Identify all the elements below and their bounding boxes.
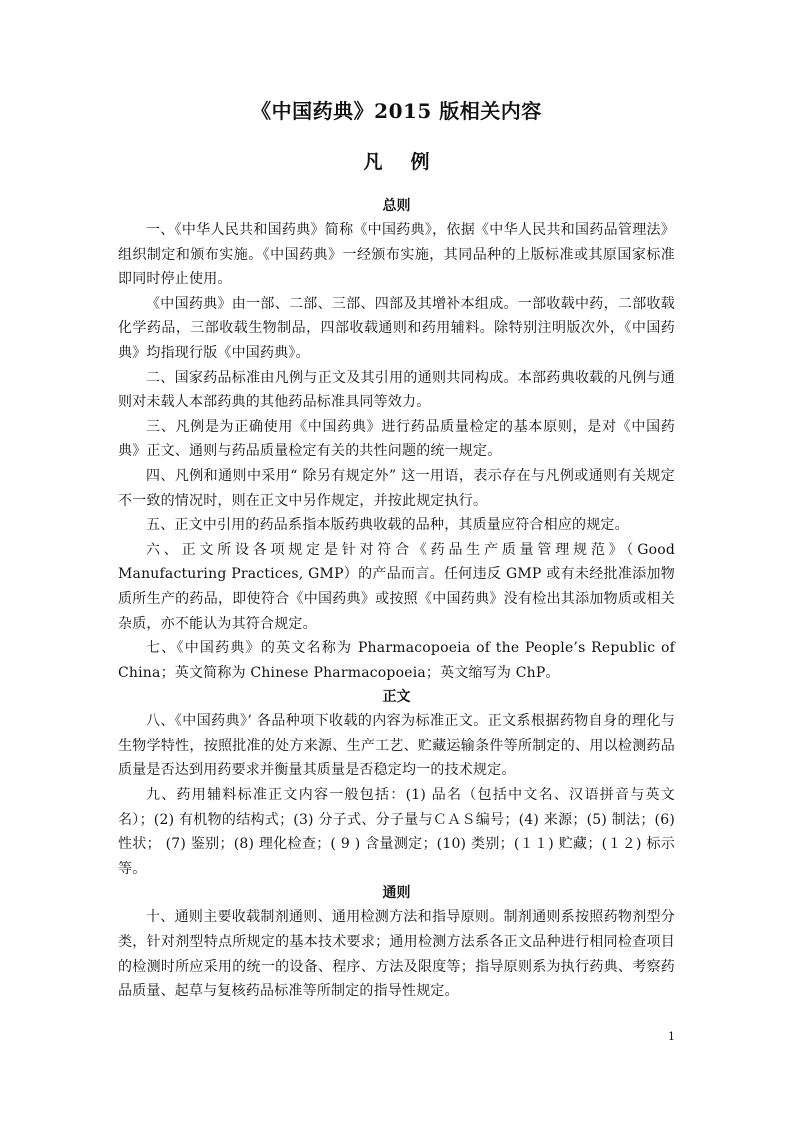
paragraph: 二、国家药品标准由凡例与正文及其引用的通则共同构成。本部药典收载的凡例与通则对未载人本部药典的其他药品标准具同等效力。 xyxy=(118,369,675,411)
paragraph: 《中国药典》由一部、二部、三部、四部及其增补本组成。一部收载中药，二部收载化学药品，三部收载生物制品，四部收载通则和药用辅料。除特别注明版次外，《中国药典》均指现行版《中国药典》。 xyxy=(118,295,675,361)
paragraph: 六、正文所设各项规定是针对符合《药品生产质量管理规范》（Good Manufacturing Practices, GMP）的产品而言。任何违反 GMP 或有未经批准添加物质所生产的药品，即使符合《中国药典》或按照《中国药典》没有检出其添加物质或相关杂质，亦不能认为其符合规定。 xyxy=(118,541,675,632)
paragraph: 五、正文中引用的药品系指本版药典收载的品种，其质量应符合相应的规定。 xyxy=(146,517,629,534)
paragraph: 四、凡例和通则中采用“ 除另有规定外” 这一用语，表示存在与凡例或通则有关规定不一致的情况时，则在正文中另作规定，并按此规定执行。 xyxy=(118,467,675,509)
section-heading-general: 总则 xyxy=(382,198,411,214)
paragraph: 七、《中国药典》的英文名称为 Pharmacopoeia of the People’s Republic of China；英文简称为 Chinese Pharmacopoeia；英文缩写为 ChP。 xyxy=(118,640,675,681)
paragraph: 十、通则主要收载制剂通则、通用检测方法和指导原则。制剂通则系按照药物剂型分类，针对剂型特点所规定的基本技术要求；通用检测方法系各正文品种进行相同检查项目的检测时所应采用的统一的设备、程序、方法及限度等；指导原则系为执行药典、考察药品质量、起草与复核药品标准等所制定的指导性规定。 xyxy=(118,909,675,1000)
paragraph: 八、《中国药典》’ 各品种项下收载的内容为标准正文。正文系根据药物自身的理化与生物学特性，按照批准的处方来源、生产工艺、贮藏运输条件等所制定的、用以检测药品质量是否达到用药要求并衡量其质量是否稳定均一的技术规定。 xyxy=(118,713,675,779)
section-heading-general-chapters: 通则 xyxy=(382,885,411,902)
section-heading-monographs: 正文 xyxy=(382,689,411,706)
page-number: 1 xyxy=(668,1030,675,1043)
document-subtitle: 凡例 xyxy=(363,151,458,173)
document-body xyxy=(118,194,675,1004)
paragraph: 三、凡例是为正确使用《中国药典》进行药品质量检定的基本原则，是对《中国药典》正文、通则与药品质量检定有关的共性问题的统一规定。 xyxy=(118,418,675,460)
document-title: 《中国药典》2015 版相关内容 xyxy=(251,99,542,123)
paragraph: 九、药用辅料标准正文内容一般包括：(1) 品名（包括中文名、汉语拼音与英文名）；(2) 有机物的结构式；(3) 分子式、分子量与ＣＡＳ编号；(4) 来源；(5) 制法；(6) 性状； (7) 鉴别；(8) 理化检查；( 9 ) 含量测定；(10) 类别；(１１) 贮藏；(１２) 标示等。 xyxy=(118,787,675,877)
paragraph: 一、《中华人民共和国药典》简称《中国药典》，依据《中华人民共和国药品管理法》组织制定和颁布实施。《中国药典》一经颁布实施，其同品种的上版标准或其原国家标准即同时停止使用。 xyxy=(118,222,675,288)
